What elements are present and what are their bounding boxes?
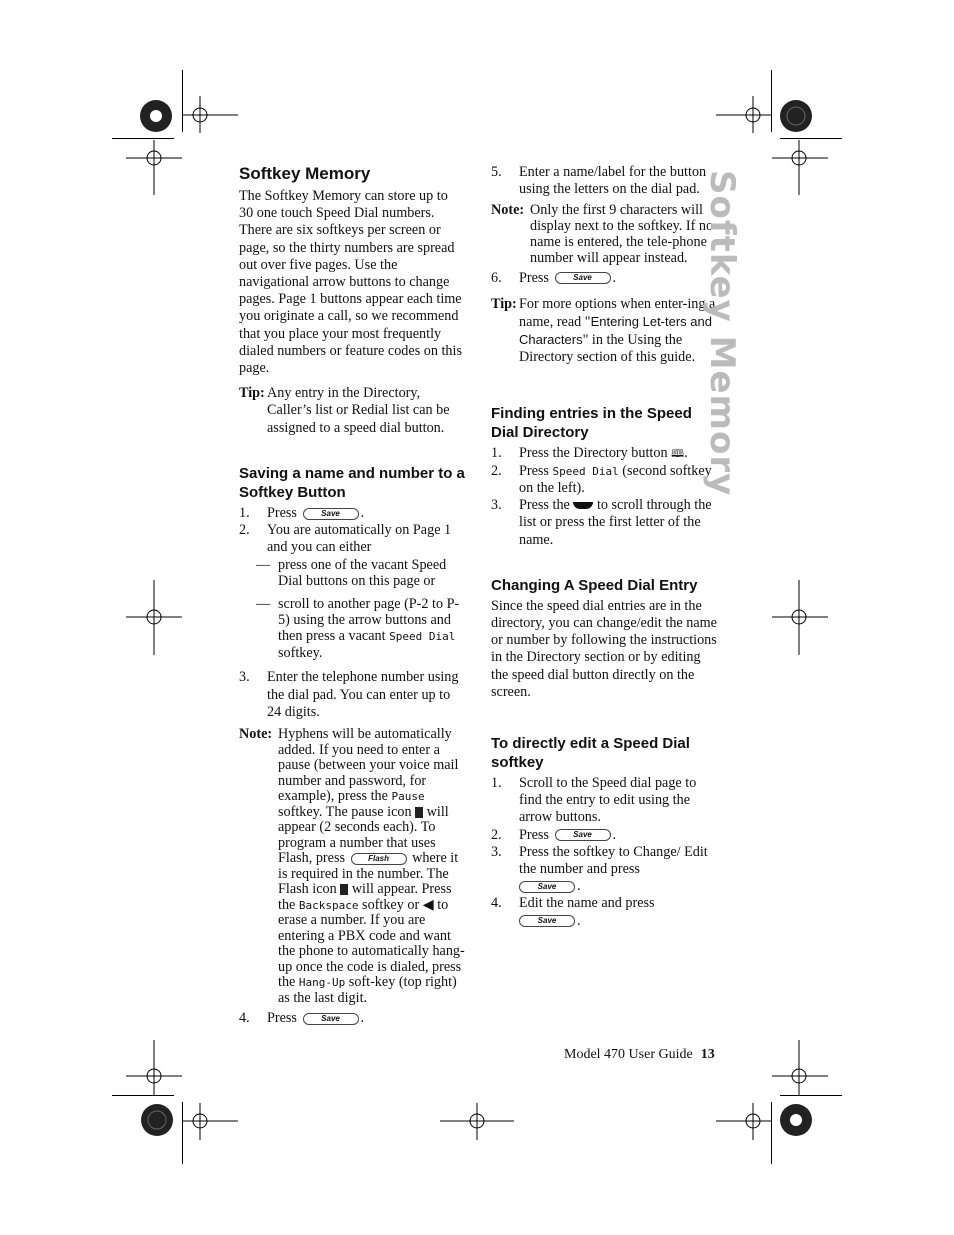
note-label: Note:: [239, 726, 273, 743]
step-number: 2.: [491, 826, 502, 843]
step-text: Press: [519, 462, 549, 479]
save-key-icon: Save: [519, 915, 575, 927]
option-text: softkey.: [278, 645, 323, 662]
intro-paragraph: The Softkey Memory can store up to 30 one touch Speed Dial numbers. There are six softkeys per screen or page, so the thirty numbers are spread out over five pages. Use the navigational arrow buttons to change pages. Page 1 buttons appear each time you originate a call, so we recommend that you place your most frequently dialed numbers or feature codes on this page.: [239, 188, 462, 377]
save-key-icon: Save: [303, 1013, 359, 1025]
note-block: [239, 727, 465, 1006]
tip-text: For more options when enter-ing a name, read ": [519, 295, 716, 330]
find-step-1: 1. Press the Directory button 🕮.: [491, 444, 688, 461]
pause-icon: [415, 807, 423, 818]
find-step-2: [491, 463, 719, 497]
step-number: 4.: [491, 895, 502, 912]
edit-step-3: 3. Press the softkey to Change/ Edit the number and press Save .: [491, 843, 708, 895]
edit-step-1: [491, 775, 719, 827]
page-footer: [564, 1047, 715, 1063]
step-2: [239, 522, 465, 556]
step-text: to scroll through the list or press the first letter of the name.: [519, 497, 712, 548]
step-text: Press the Directory button: [519, 444, 668, 461]
dash: —: [256, 596, 271, 613]
step-text: Scroll to the Speed dial page to find the entry to edit using the arrow buttons.: [519, 775, 697, 826]
tip-text: Any entry in the Directory, Caller’s list or Redial list can be assigned to a speed dial button.: [267, 385, 450, 436]
section-title-saving: Saving a name and number to a Softkey Button: [239, 464, 465, 501]
save-key-icon: Save: [555, 829, 611, 841]
step-4: 4. Press Save .: [239, 1010, 365, 1027]
note-text: softkey or: [362, 896, 420, 913]
step-text: Enter a name/label for the button using the letters on the dial pad.: [519, 164, 707, 198]
side-title: [696, 170, 786, 497]
side-title-text: Softkey Memory: [702, 170, 742, 497]
step-1: 1. Press Save .: [239, 504, 365, 521]
tip-label: Tip:: [239, 385, 265, 402]
step-number: 3.: [491, 843, 502, 860]
note-text: Only the first 9 characters will display next to the softkey. If no name is entered, the tele-phone number will appear instead.: [530, 202, 714, 266]
step-5: [491, 164, 719, 198]
option-1: [239, 557, 465, 589]
left-arrow-icon: ◀: [422, 896, 434, 913]
step-number: 6.: [491, 269, 502, 286]
tip-text: " in the Using the Directory section of this guide.: [519, 332, 696, 366]
note-text: to erase a number. If you are entering a PBX code and want the phone to automatically hang-up once the code is dialed, press the: [278, 896, 465, 991]
hangup-key-label: Hang-Up: [298, 976, 346, 990]
step-text: (second softkey on the left).: [519, 462, 712, 497]
step-text: You are automatically on Page 1 and you can either: [267, 522, 452, 556]
note-block: [491, 203, 719, 266]
flash-key-icon: Flash: [351, 853, 407, 865]
section-title-editing: To directly edit a Speed Dial softkey: [491, 735, 690, 772]
step-number: 1.: [239, 504, 250, 521]
speed-dial-key-label: Speed Dial: [552, 464, 619, 478]
footer-guide-title: Model 470 User Guide: [564, 1047, 693, 1062]
edit-step-2: 2. Press Save .: [491, 826, 617, 843]
tip-block: [239, 385, 465, 437]
section-title-finding: Finding entries in the Speed Dial Directory: [491, 404, 692, 441]
changing-paragraph: Since the speed dial entries are in the directory, you can change/edit the name or number by following the instructions in the Directory section or by editing the speed dial button directly on the screen.: [491, 597, 717, 700]
left-column: [239, 164, 465, 1027]
option-2: [239, 596, 465, 661]
section-title-changing: Changing A Speed Dial Entry: [491, 576, 698, 594]
option-text: scroll to another page (P-2 to P-5) using the arrow buttons and then press a vacant: [278, 596, 460, 645]
step-number: 4.: [239, 1010, 250, 1027]
step-3: [239, 669, 465, 721]
step-text: Press: [519, 269, 549, 286]
step-number: 1.: [491, 444, 502, 461]
step-number: 3.: [491, 497, 502, 514]
find-step-3: [491, 497, 719, 549]
note-text: will appear (2 seconds each). To program a number that uses Flash, press: [278, 803, 449, 867]
note-text: soft-key (top right) as the last digit.: [278, 974, 457, 1006]
down-arrow-icon: [573, 502, 593, 509]
dash: —: [256, 557, 271, 574]
tip-label: Tip:: [491, 295, 517, 312]
book-icon: 🕮: [671, 447, 685, 460]
save-key-icon: Save: [519, 881, 575, 893]
step-number: 2.: [491, 462, 502, 479]
note-text: softkey. The pause icon: [278, 803, 412, 820]
tip-reference: Entering Let-ters and Characters: [519, 314, 712, 348]
step-text: Press the: [519, 497, 570, 514]
step-text: Press: [267, 1010, 297, 1027]
note-text: will appear. Press the: [278, 881, 452, 913]
backspace-key-label: Backspace: [298, 898, 359, 912]
step-text: Edit the name and press: [519, 895, 655, 912]
page-number: 13: [700, 1047, 715, 1062]
right-column: [491, 164, 719, 930]
step-6: 6. Press Save .: [491, 269, 617, 286]
step-text: Press: [267, 504, 297, 521]
step-number: 2.: [239, 522, 250, 539]
note-text: Hyphens will be automatically added. If you need to enter a pause (between your voice mail number and password, for example), press the: [278, 726, 459, 805]
save-key-icon: Save: [303, 508, 359, 520]
edit-step-4: 4. Edit the name and press Save .: [491, 895, 655, 929]
note-text: where it is required in the number. The Flash icon: [278, 850, 459, 898]
step-number: 1.: [491, 775, 502, 792]
step-number: 3.: [239, 669, 250, 686]
step-text: Press the softkey to Change/ Edit the number and press: [519, 843, 708, 878]
step-number: 5.: [491, 164, 502, 180]
pause-key-label: Pause: [391, 790, 425, 804]
flash-icon: [340, 884, 348, 895]
speed-dial-key-label: Speed Dial: [389, 630, 456, 644]
save-key-icon: Save: [555, 272, 611, 284]
option-text: press one of the vacant Speed Dial buttons on this page or: [278, 557, 447, 590]
page-title: Softkey Memory: [239, 164, 371, 183]
note-label: Note:: [491, 202, 525, 219]
tip-block: [491, 296, 719, 367]
step-text: Enter the telephone number using the dial pad. You can enter up to 24 digits.: [267, 669, 459, 720]
step-text: Press: [519, 826, 549, 843]
